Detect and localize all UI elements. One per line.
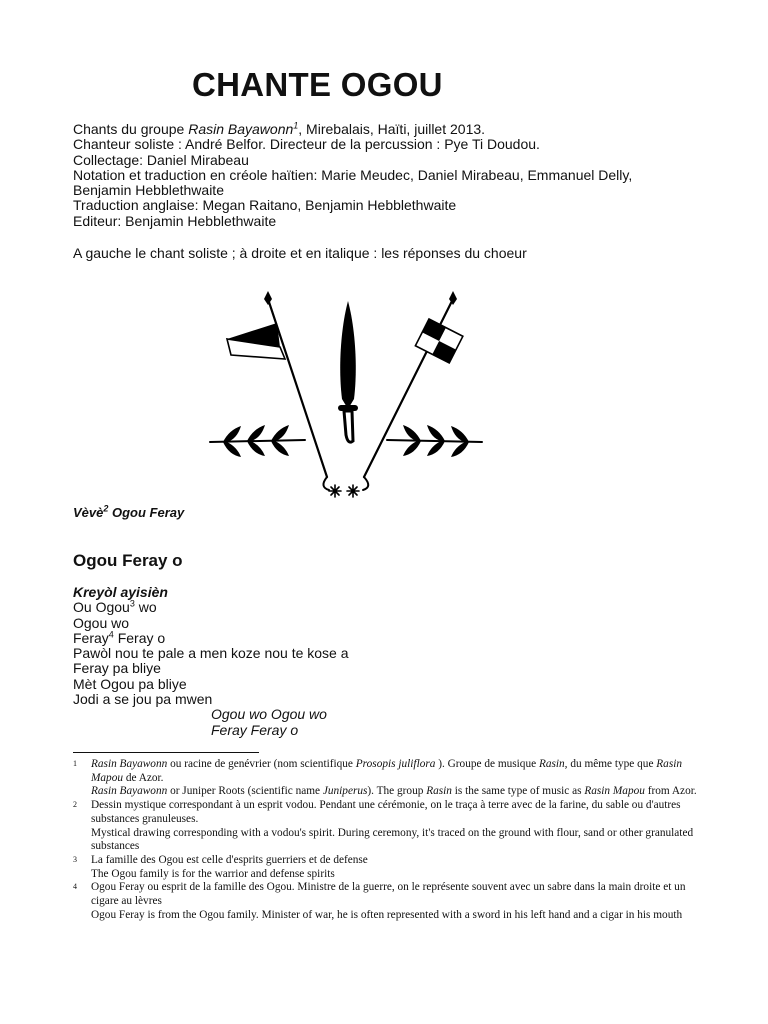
veve-ogou-feray-drawing [205,287,487,505]
footnote-ref-1[interactable]: 1 [293,120,299,131]
caption-text: Vèvè [73,505,104,520]
footnote [73,799,698,854]
lyric-line: Ou Ogou$^3$ wo [73,598,157,616]
group-name: Rasin Bayawonn [188,121,294,137]
footnote-french: Rasin Bayawonn ou racine de genévrier (nom scientifique Prosopis juliflora ). Groupe de musique Rasin, du même type que Rasin Mapou de Azor. [91,758,683,784]
footnote-number: 4 [73,882,77,892]
soloist-line: Chanteur soliste : André Belfor. Directeur de la percussion : Pye Ti Doudou. [73,136,540,153]
language-label: Kreyòl ayisièn [73,584,168,600]
choir-response: Feray Feray o [211,721,299,738]
footnote-french: La famille des Ogou est celle d'esprits guerriers et de defense [91,853,368,866]
choir-response: Ogou wo Ogou wo [211,706,327,723]
notation-line-cont: Benjamin Hebblethwaite [73,182,224,199]
song-lyrics [73,585,673,738]
group-line-prefix: Chants du groupe [73,121,189,137]
notation-line: Notation et traduction en créole haïtien: Marie Meudec, Daniel Mirabeau, Emmanuel Delly, [73,166,633,183]
lyric-line: Ogou wo [73,614,130,631]
footnote [73,758,698,799]
lyric-line: Mèt Ogou pa bliye [73,675,187,692]
caption-suffix: Ogou Feray [108,505,185,520]
footnote-number: 2 [73,800,77,810]
footnote-number: 1 [73,759,77,768]
footnote-separator [73,752,259,753]
footnote-number: 3 [73,854,77,864]
page-title: CHANTE OGOU [192,66,443,103]
group-line [73,122,733,137]
footnote-ref-3[interactable]: 3 [129,598,135,609]
lyric-line: Feray pa bliye [73,660,161,677]
footnote [73,881,698,922]
footnote-english: The Ogou family is for the warrior and defense spirits [91,867,335,880]
editor-line: Editeur: Benjamin Hebblethwaite [73,212,277,229]
footnote-english: Ogou Feray is from the Ogou family. Minister of war, he is often represented with a sword in his left hand and a cigar in his mouth [91,908,683,921]
footnote-french: Dessin mystique correspondant à un esprit vodou. Pendant une cérémonie, on le traça à terre avec de la farine, du sable ou d'autres substances granuleuses. [91,799,681,825]
footnote-english: Mystical drawing corresponding with a vodou's spirit. During ceremony, it's traced on the ground with flour, sand or other granulated substances [91,826,694,853]
english-translation-line: Traduction anglaise: Megan Raitano, Benjamin Hebblethwaite [73,197,457,214]
group-line-suffix: , Mirebalais, Haïti, juillet 2013. [298,121,486,137]
intro-text: A gauche le chant soliste ; à droite et en italique : les réponses du choeur [73,245,527,261]
lyric-line: Jodi a se jou pa mwen [73,691,213,708]
footnote-ref-4[interactable]: 4 [108,629,114,640]
footnote [73,854,698,881]
footnote-french: Ogou Feray ou esprit de la famille des Ogou. Ministre de la guerre, on le représente souvent avec un sabre dans la main droite et un cigare au lèvres [91,881,686,908]
footnotes [73,758,698,922]
document-metadata [73,122,733,229]
collection-line: Collectage: Daniel Mirabeau [73,151,249,168]
drawing-caption [73,505,184,520]
footnote-english: Rasin Bayawonn or Juniper Roots (scientific name Juniperus). The group Rasin is the same type of music as Rasin Mapou from Azor. [91,785,697,798]
song-title: Ogou Feray o [73,551,183,570]
lyric-line: Pawòl nou te pale a men koze nou te kose a [73,645,349,662]
footnote-ref-2[interactable]: 2 [103,503,109,514]
lyric-line: Feray$^4$ Feray o [73,629,166,646]
